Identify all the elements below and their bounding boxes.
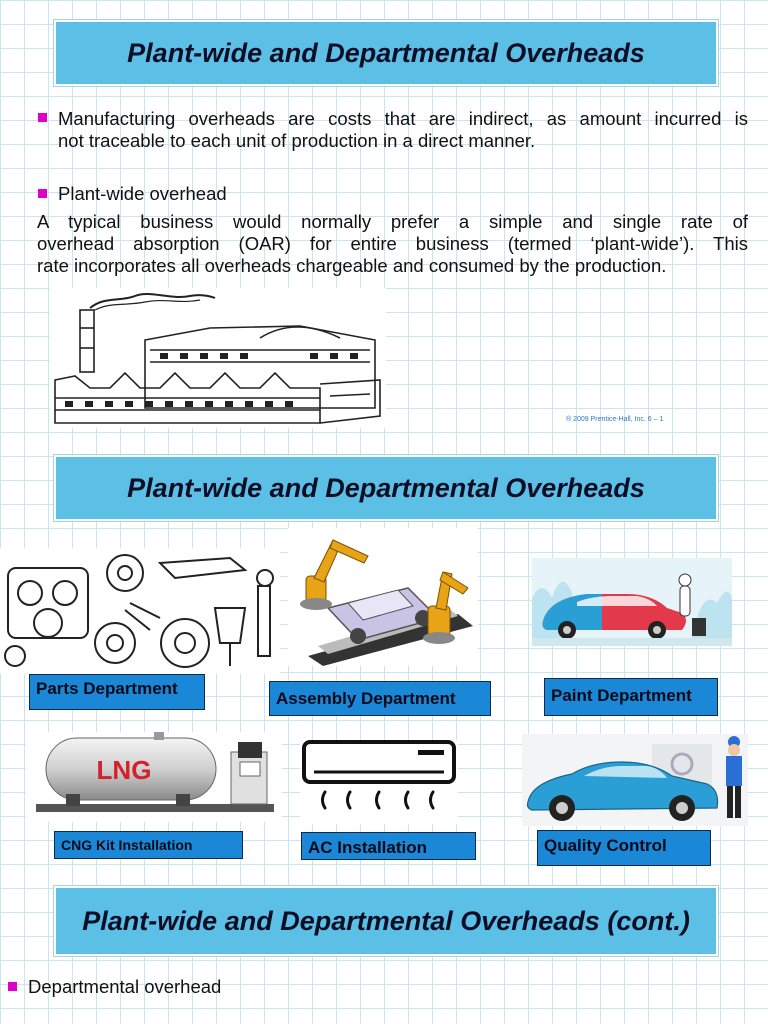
label-paint-department: Paint Department xyxy=(544,678,718,716)
bullet-manufacturing-overheads xyxy=(58,108,748,152)
label-parts-department: Parts Department xyxy=(29,674,205,710)
lng-text: LNG xyxy=(96,755,152,785)
slide1-title-bar xyxy=(54,20,718,86)
plant-wide-paragraph xyxy=(37,211,748,277)
bullet-plant-wide: Plant-wide overhead xyxy=(58,183,227,204)
slide3-title-bar xyxy=(54,886,718,956)
para-line-1: A typical business would normally prefer a simple and single rate of xyxy=(37,211,748,232)
slide3-title: Plant-wide and Departmental Overheads (cont.) xyxy=(82,905,690,936)
car-painting-icon xyxy=(532,558,732,646)
robot-assembly-icon xyxy=(288,528,478,666)
slide2-title: Plant-wide and Departmental Overheads xyxy=(127,472,645,503)
factory-sketch-icon xyxy=(50,288,386,428)
label-ac-installation: AC Installation xyxy=(301,832,476,860)
slide1-title: Plant-wide and Departmental Overheads xyxy=(127,37,645,68)
label-cng-kit-installation: CNG Kit Installation xyxy=(54,831,243,859)
copyright-note: ® 2009 Prentice-Hall, Inc. 6 – 1 xyxy=(566,416,664,423)
ac-unit-icon xyxy=(300,740,458,824)
bullet-line-1: Manufacturing overheads are costs that are indirect, as amount incurred is xyxy=(58,108,748,129)
slide2-title-bar xyxy=(54,455,718,521)
label-assembly-department: Assembly Department xyxy=(269,681,491,716)
label-quality-control: Quality Control xyxy=(537,830,711,866)
bullet-marker xyxy=(8,982,17,991)
para-line-2: overhead absorption (OAR) for entire business (termed ‘plant-wide’). This xyxy=(37,233,748,254)
bullet-marker xyxy=(38,189,47,198)
lng-tank-icon xyxy=(26,732,282,822)
car-inspection-icon xyxy=(522,734,748,826)
bullet-departmental-overhead: Departmental overhead xyxy=(28,976,222,997)
bullet-line-2: not traceable to each unit of production in a direct manner. xyxy=(58,130,536,151)
car-parts-icon xyxy=(0,548,280,674)
bullet-marker xyxy=(38,113,47,122)
para-line-3: rate incorporates all overheads chargeable and consumed by the production. xyxy=(37,255,667,276)
